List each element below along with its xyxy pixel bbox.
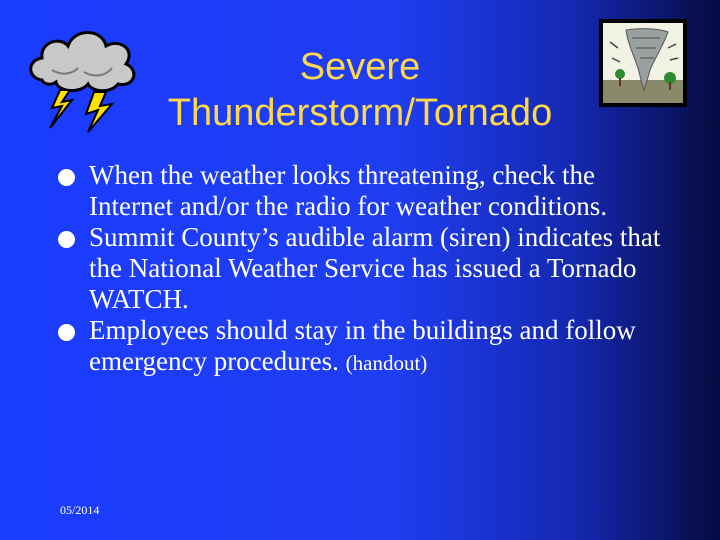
bullet-text: When the weather looks threatening, check the Internet and/or the radio for weather conditions. xyxy=(89,160,608,221)
slide-title xyxy=(130,44,590,136)
bullet-item xyxy=(58,315,678,379)
bullet-item xyxy=(58,222,678,315)
bullet-dot xyxy=(58,231,75,248)
bullet-suffix: (handout) xyxy=(345,351,428,375)
bullet-item xyxy=(58,160,678,222)
bullet-dot xyxy=(58,169,75,186)
bullet-list xyxy=(58,160,678,379)
thunderstorm-cloud-icon xyxy=(22,20,142,135)
bullet-text: Employees should stay in the buildings and follow emergency procedures. xyxy=(89,315,636,376)
title-line-1: Severe xyxy=(299,46,421,88)
footer-date: 05/2014 xyxy=(60,503,100,517)
tornado-picture xyxy=(598,18,688,108)
title-line-2: Thunderstorm/Tornado xyxy=(167,92,553,134)
bullet-dot xyxy=(58,324,75,341)
bullet-text: Summit County’s audible alarm (siren) indicates that the National Weather Service has issued a Tornado WATCH. xyxy=(89,222,661,314)
